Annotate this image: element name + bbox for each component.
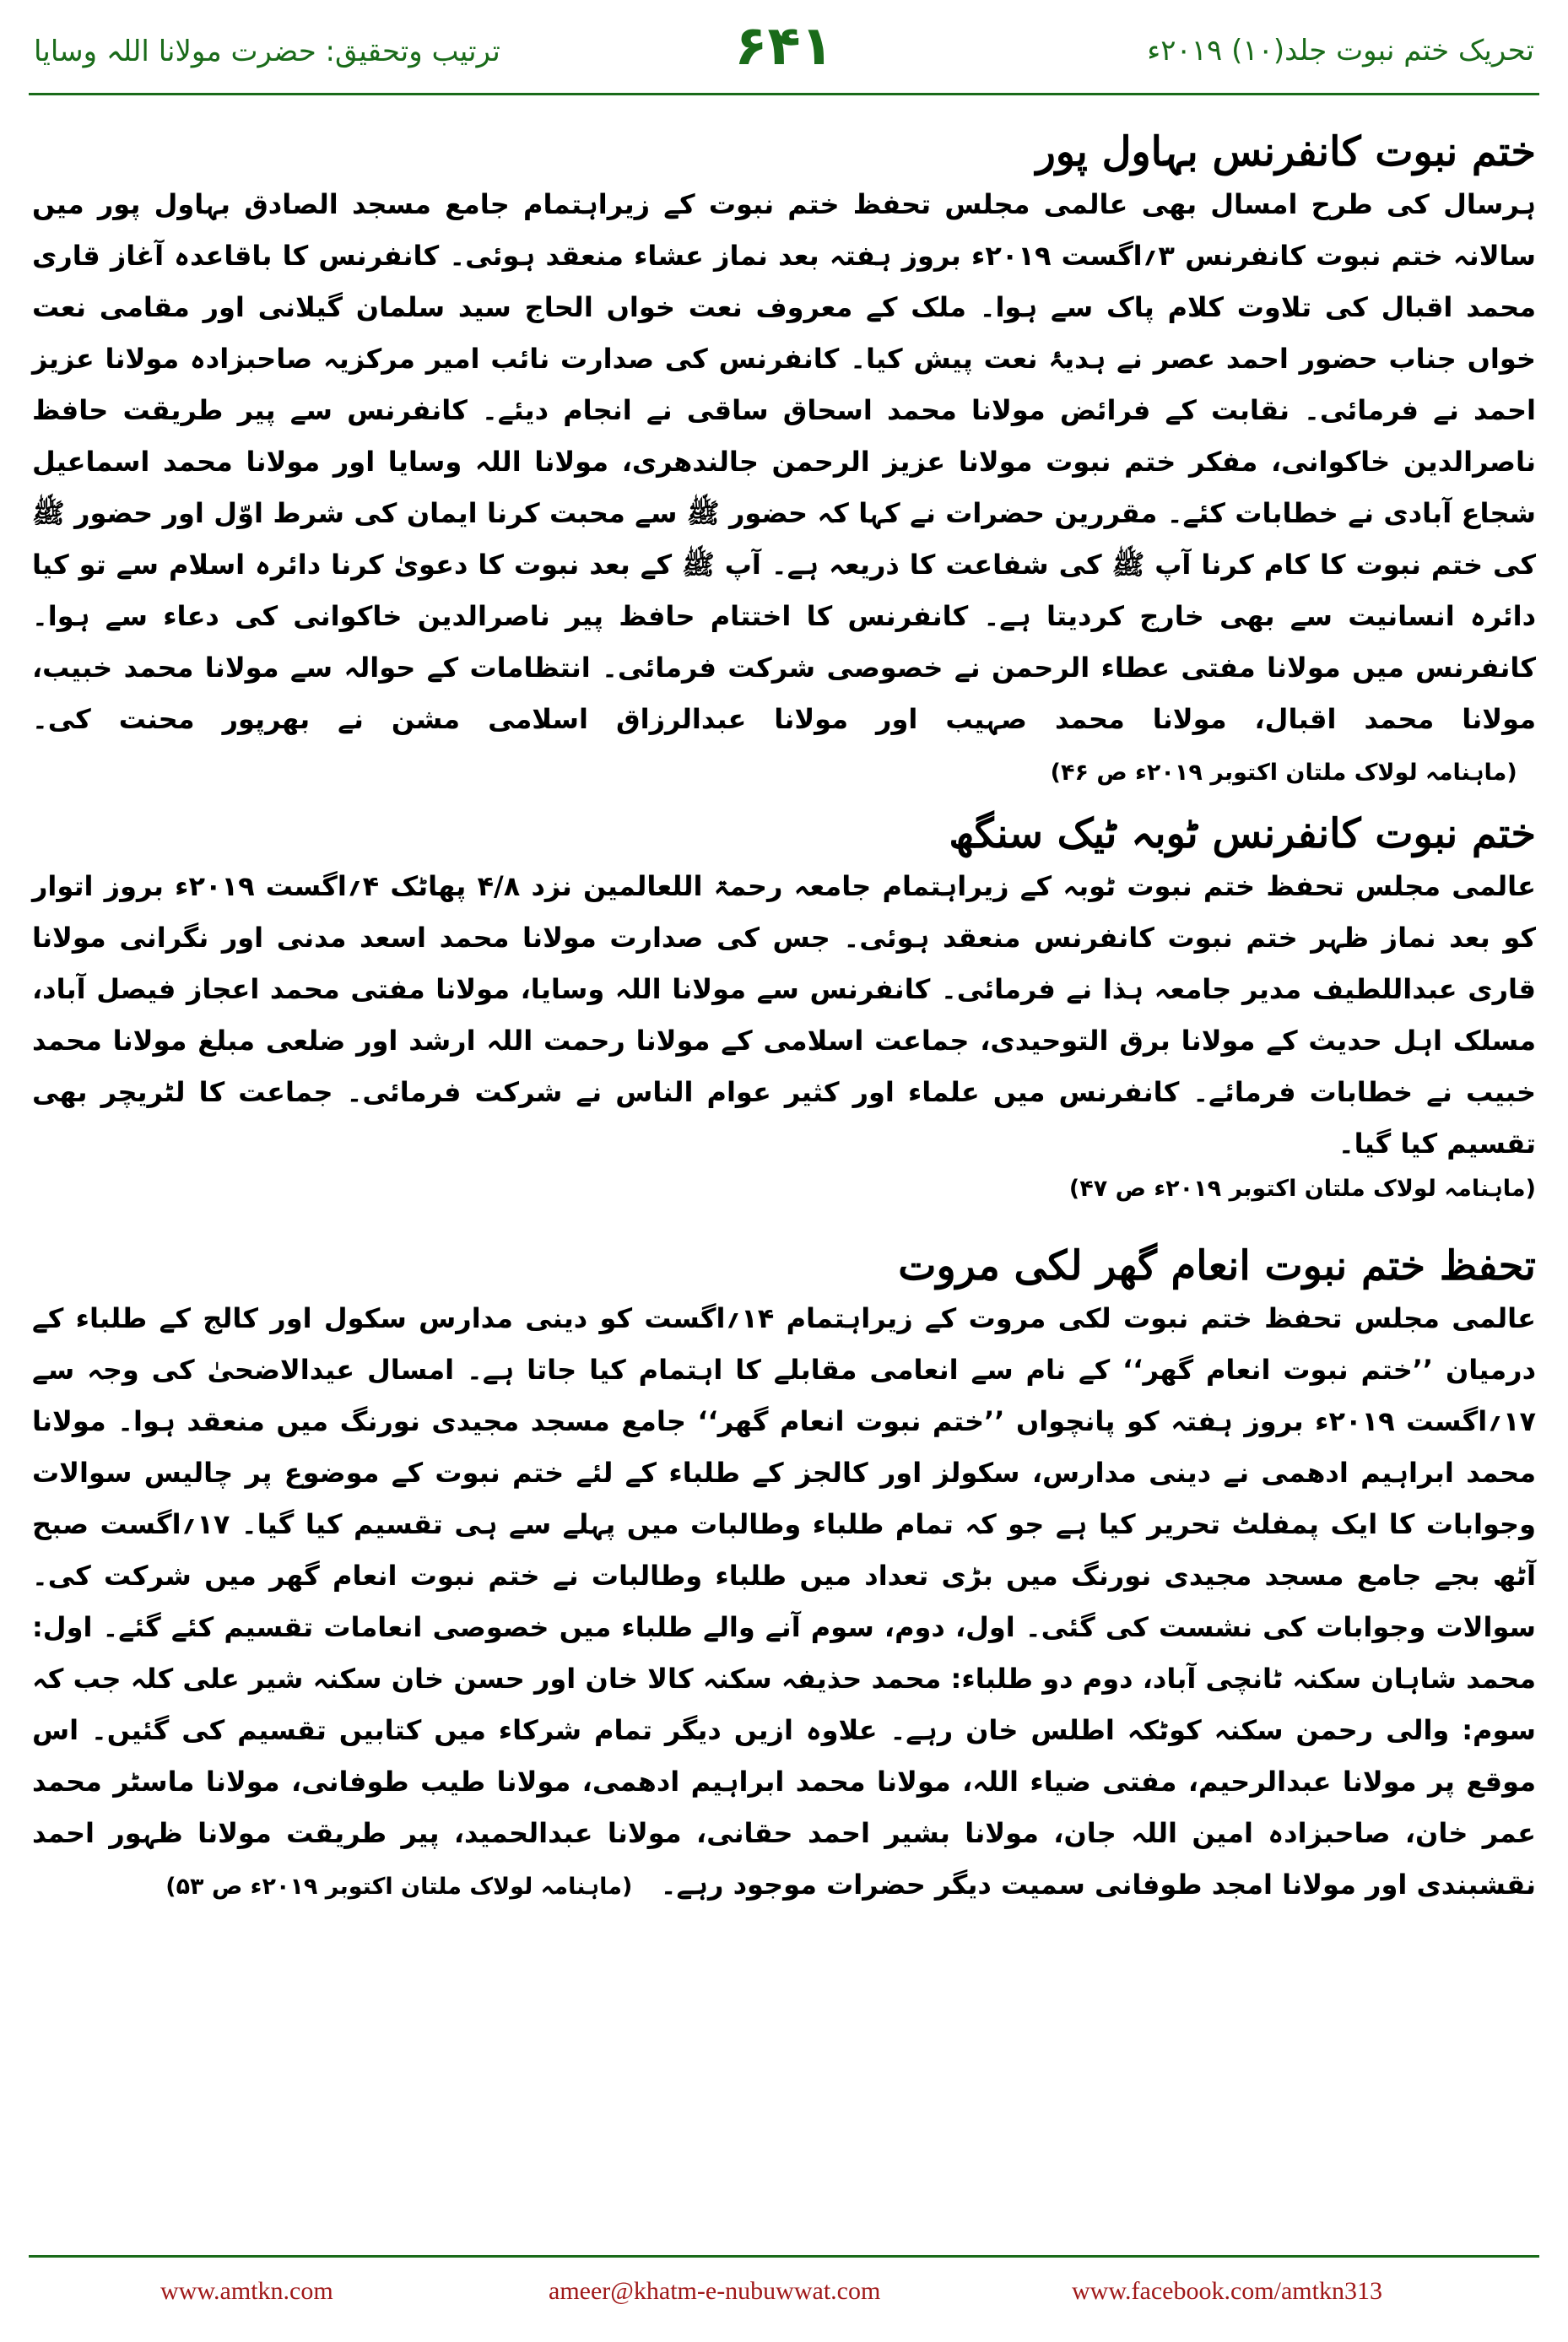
citation: (ماہنامہ لولاک ملتان اکتوبر ۲۰۱۹ء ص ۴۶) bbox=[1050, 760, 1517, 786]
section-bahawalpur bbox=[32, 125, 1536, 798]
section-paragraph bbox=[32, 179, 1536, 798]
section-paragraph bbox=[32, 1293, 1536, 1912]
header-divider bbox=[29, 93, 1539, 95]
section-paragraph: عالمی مجلس تحفظ ختم نبوت ٹوبہ کے زیراہتمام جامعہ رحمۃ اللعالمین نزد ۴/۸ پھاٹک ۴؍اگست ۲۰۱۹ء بروز اتوار کو بعد نماز ظہر ختم نبوت کانفرنس منعقد ہوئی۔ جس کی صدارت مولانا محمد اسعد مدنی اور نگرانی مولانا قاری عبداللطیف مدیر جامعہ ہذا نے فرمائی۔ کانفرنس سے مولانا اللہ وسایا، مولانا مفتی محمد اعجاز فیصل آباد، مسلک اہل حدیث کے مولانا برق التوحیدی، جماعت اسلامی کے مولانا رحمت اللہ ارشد اور ضلعی مبلغ مولانا محمد خبیب نے خطابات فرمائے۔ کانفرنس میں علماء اور کثیر عوام الناس نے شرکت فرمائی۔ جماعت کا لٹریچر بھی تقسیم کیا گیا۔ bbox=[32, 870, 1537, 1160]
page-number: ۶۴۱ bbox=[734, 15, 834, 78]
citation: (ماہنامہ لولاک ملتان اکتوبر ۲۰۱۹ء ص ۵۳) bbox=[165, 1874, 633, 1900]
website-link[interactable]: www.amtkn.com bbox=[160, 2277, 333, 2305]
email-link[interactable]: ameer@khatm-e-nubuwwat.com bbox=[549, 2277, 881, 2305]
citation: (ماہنامہ لولاک ملتان اکتوبر ۲۰۱۹ء ص ۴۷) bbox=[1068, 1176, 1536, 1202]
book-title: تحریک ختم نبوت جلد(۱۰) ۲۰۱۹ء bbox=[1147, 34, 1534, 68]
paragraph-text: ہرسال کی طرح امسال بھی عالمی مجلس تحفظ ختم نبوت کے زیراہتمام جامع مسجد الصادق بہاول پور میں سالانہ ختم نبوت کانفرنس ۳؍اگست ۲۰۱۹ء بروز ہفتہ بعد نماز عشاء منعقد ہوئی۔ کانفرنس کا باقاعدہ آغاز قاری محمد اقبال کی تلاوت کلام پاک سے ہوا۔ ملک کے معروف نعت خواں الحاج سید سلمان گیلانی اور مقامی نعت خواں جناب حضور احمد عصر نے ہدیۂ نعت پیش کیا۔ کانفرنس کی صدارت نائب امیر مرکزیہ صاحبزادہ مولانا عزیز احمد نے فرمائی۔ نقابت کے فرائض مولانا محمد اسحاق ساقی نے انجام دیئے۔ کانفرنس سے پیر طریقت حافظ ناصرالدین خاکوانی، مفکر ختم نبوت مولانا عزیز الرحمن جالندھری، مولانا اللہ وسایا اور مولانا محمد اسماعیل شجاع آبادی نے خطابات کئے۔ مقررین حضرات نے کہا کہ حضور ﷺ سے محبت کرنا ایمان کی شرط اوّل اور حضور ﷺ کی ختم نبوت کا کام کرنا آپ ﷺ کی شفاعت کا ذریعہ ہے۔ آپ ﷺ کے بعد نبوت کا دعویٰ کرنا دائرہ اسلام سے تو کیا دائرہ انسانیت سے بھی خارج کردیتا ہے۔ کانفرنس کا اختتام حافظ پیر ناصرالدین خاکوانی کی دعاء سے ہوا۔ کانفرنس میں مولانا مفتی عطاء الرحمن نے خصوصی شرکت فرمائی۔ انتظامات کے حوالہ سے مولانا محمد خبیب، مولانا محمد اقبال، مولانا محمد صہیب اور مولانا عبدالرزاق اسلامی مشن نے بھرپور محنت کی۔ bbox=[32, 188, 1537, 735]
page-body bbox=[32, 125, 1536, 1912]
page-footer bbox=[0, 2255, 1568, 2342]
paragraph-text: عالمی مجلس تحفظ ختم نبوت لکی مروت کے زیراہتمام ۱۴؍اگست کو دینی مدارس سکول اور کالج کے طلباء کے درمیان ’’ختم نبوت انعام گھر‘‘ کے نام سے انعامی مقابلے کا اہتمام کیا جاتا ہے۔ امسال عیدالاضحیٰ کی وجہ سے ۱۷؍اگست ۲۰۱۹ء بروز ہفتہ کو پانچواں ’’ختم نبوت انعام گھر‘‘ جامع مسجد مجیدی نورنگ میں منعقد ہوا۔ مولانا محمد ابراہیم ادھمی نے دینی مدارس، سکولز اور کالجز کے طلباء کے لئے ختم نبوت کے موضوع پر چالیس سوالات وجوابات کا ایک پمفلٹ تحریر کیا ہے جو کہ تمام طلباء وطالبات میں پہلے سے ہی تقسیم کیا گیا۔ ۱۷؍اگست صبح آٹھ بجے جامع مسجد مجیدی نورنگ میں بڑی تعداد میں طلباء وطالبات نے ختم نبوت انعام گھر میں شرکت کی۔ سوالات وجوابات کی نشست کی گئی۔ اول، دوم، سوم آنے والے طلباء میں خصوصی انعامات تقسیم کئے گئے۔ اول: محمد شاہان سکنہ ٹانچی آباد، دوم دو طلباء: محمد حذیفہ سکنہ کالا خان اور حسن خان سکنہ شیر علی کلہ جب کہ سوم: والی رحمن سکنہ کوٹکہ اطلس خان رہے۔ علاوہ ازیں دیگر تمام شرکاء میں کتابیں تقسیم کی گئیں۔ اس موقع پر مولانا عبدالرحیم، مفتی ضیاء اللہ، مولانا محمد ابراہیم ادھمی، مولانا طیب طوفانی، مولانا ماسٹر محمد عمر خان، صاحبزادہ امین اللہ جان، مولانا بشیر احمد حقانی، مولانا عبدالحمید، پیر طریقت مولانا ظہور احمد نقشبندی اور مولانا امجد طوفانی سمیت دیگر حضرات موجود رہے۔ bbox=[32, 1302, 1537, 1901]
section-title: ختم نبوت کانفرنس ٹوبہ ٹیک سنگھ bbox=[949, 810, 1536, 857]
section-toba-tek-singh bbox=[32, 807, 1536, 1209]
section-title: تحفظ ختم نبوت انعام گھر لکی مروت bbox=[898, 1242, 1536, 1290]
section-title: ختم نبوت کانفرنس بہاول پور bbox=[1035, 128, 1536, 176]
compiler-credit: ترتیب وتحقیق: حضرت مولانا اللہ وسایا bbox=[34, 35, 500, 68]
page-header bbox=[0, 0, 1568, 101]
section-lakki-marwat bbox=[32, 1239, 1536, 1912]
facebook-link[interactable]: www.facebook.com/amtkn313 bbox=[1072, 2277, 1382, 2305]
footer-divider bbox=[29, 2255, 1539, 2258]
